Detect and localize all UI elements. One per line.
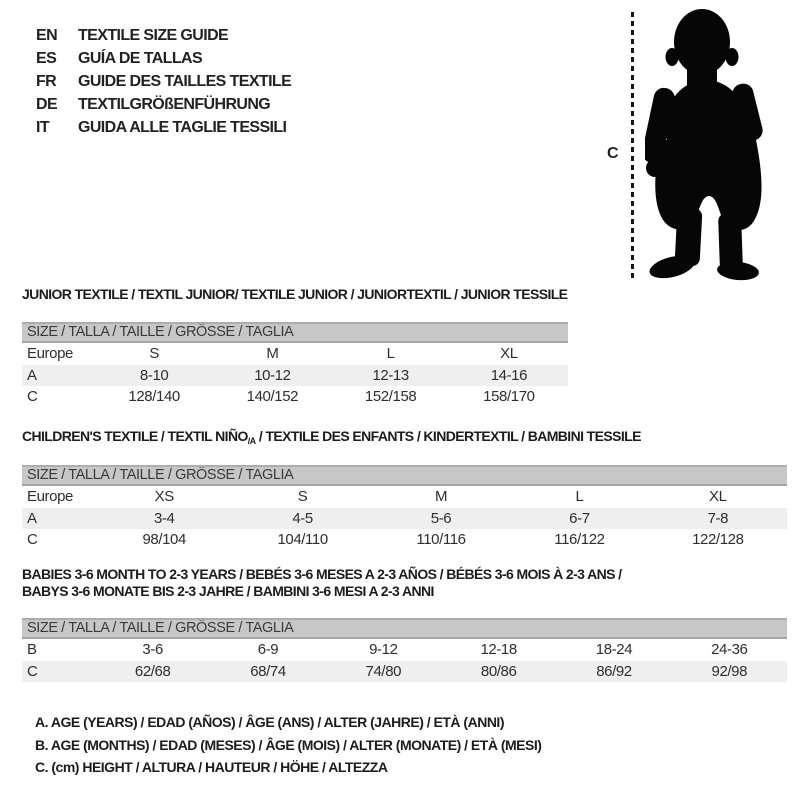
age-cell: 3-4: [153, 509, 175, 527]
guide-title: GUIDE DES TAILLES TEXTILE: [78, 73, 292, 90]
table-row-height: [22, 661, 787, 683]
size-header-bar: SIZE / TALLA / TAILLE / GRÖSSE / TAGLIA: [22, 465, 787, 486]
height-cell: 110/116: [416, 531, 466, 549]
age-cell: 6-7: [569, 509, 590, 527]
table-row-age: [22, 365, 568, 387]
age-cell: 24-36: [711, 641, 748, 659]
height-cell: 140/152: [246, 388, 299, 406]
height-cell: 128/140: [128, 388, 180, 406]
height-cell: 86/92: [596, 662, 632, 680]
age-cell: 5-6: [430, 509, 452, 527]
table-row-europe: [22, 486, 787, 508]
guide-title: GUIDA ALLE TAGLIE TESSILI: [78, 119, 287, 136]
row-label: Europe: [27, 488, 73, 506]
height-measure-label: C: [607, 145, 619, 162]
childrens-textile-section: [22, 428, 787, 551]
size-cell: XL: [500, 345, 518, 363]
legend-a: A. AGE (YEARS) / EDAD (AÑOS) / ÂGE (ANS) / ALTER (JAHRE) / ETÀ (ANNI): [35, 714, 504, 730]
lang-code: ES: [36, 50, 57, 67]
babies-title-line1: BABIES 3-6 MONTH TO 2-3 YEARS / BEBÉS 3-6 MESES A 2-3 AÑOS / BÉBÉS 3-6 MOIS À 2-3 ANS /: [22, 566, 622, 582]
lang-row-es: [36, 47, 291, 70]
childrens-textile-title: [22, 428, 787, 450]
height-cell: 152/158: [364, 388, 417, 406]
babies-title: [22, 566, 787, 600]
language-title-block: [36, 24, 291, 139]
age-cell: 8-10: [139, 366, 169, 384]
height-cell: 122/128: [692, 531, 744, 549]
age-cell: 12-18: [480, 641, 517, 659]
age-cell: 3-6: [142, 641, 163, 659]
height-cell: 104/110: [277, 531, 328, 549]
height-cell: 68/74: [250, 662, 286, 680]
row-label: C: [27, 662, 38, 680]
size-header-bar: SIZE / TALLA / TAILLE / GRÖSSE / TAGLIA: [22, 322, 568, 343]
row-label: A: [27, 509, 37, 527]
age-cell: 12-13: [372, 366, 409, 384]
age-cell: 6-9: [257, 641, 279, 659]
babies-section: [22, 566, 787, 682]
height-cell: 62/68: [134, 662, 171, 680]
babies-title-line2: BABYS 3-6 MONATE BIS 2-3 JAHRE / BAMBINI 3-6 MESI A 2-3 ANNI: [22, 583, 434, 599]
toddler-silhouette-image: [645, 8, 775, 282]
row-label: A: [27, 366, 37, 384]
lang-code: DE: [36, 96, 58, 113]
guide-title: GUÍA DE TALLAS: [78, 50, 203, 67]
title-subscript: /A: [247, 436, 256, 446]
size-cell: L: [575, 488, 584, 506]
size-cell: S: [297, 488, 308, 506]
size-header-bar: SIZE / TALLA / TAILLE / GRÖSSE / TAGLIA: [22, 618, 787, 639]
junior-textile-title: JUNIOR TEXTILE / TEXTIL JUNIOR/ TEXTILE JUNIOR / JUNIORTEXTIL / JUNIOR TESSILE: [22, 286, 568, 302]
legend-block: [35, 711, 541, 779]
age-cell: 14-16: [490, 366, 528, 384]
height-cell: 92/98: [711, 662, 748, 680]
size-cell: XS: [154, 488, 174, 506]
junior-textile-section: [22, 286, 568, 408]
table-row-europe: [22, 343, 568, 365]
lang-code: FR: [36, 73, 57, 90]
table-row-age-months: [22, 639, 787, 661]
height-cell: 158/170: [483, 388, 535, 406]
guide-title: TEXTILE SIZE GUIDE: [78, 27, 229, 44]
legend-b: B. AGE (MONTHS) / EDAD (MESES) / ÂGE (MOIS) / ALTER (MONATE) / ETÀ (MESI): [35, 736, 542, 753]
height-measure-dashed-line: [631, 12, 634, 280]
age-cell: 18-24: [595, 641, 633, 659]
lang-row-it: [36, 116, 291, 139]
row-label: Europe: [27, 345, 73, 363]
size-cell: S: [149, 345, 159, 363]
guide-title: TEXTILGRÖßENFÜHRUNG: [78, 96, 271, 113]
lang-row-de: [36, 93, 291, 116]
size-cell: M: [434, 488, 448, 506]
height-cell: 116/122: [554, 531, 605, 549]
table-row-height: [22, 386, 568, 408]
lang-row-fr: [36, 70, 291, 93]
age-cell: 4-5: [292, 509, 313, 527]
table-row-age: [22, 508, 787, 530]
height-cell: 80/86: [480, 662, 517, 680]
lang-row-en: [36, 24, 291, 47]
title-part: / TEXTILE DES ENFANTS / KINDERTEXTIL / BAMBINI TESSILE: [255, 428, 641, 444]
age-cell: 10-12: [254, 366, 291, 384]
lang-code: EN: [36, 27, 58, 44]
row-label: C: [27, 531, 38, 549]
title-part: CHILDREN'S TEXTILE / TEXTIL NIÑO: [22, 428, 248, 444]
table-row-height: [22, 529, 787, 551]
legend-c: C. (cm) HEIGHT / ALTURA / HAUTEUR / HÖHE / ALTEZZA: [35, 759, 388, 776]
size-cell: XL: [709, 488, 727, 506]
height-cell: 98/104: [142, 531, 186, 549]
size-cell: M: [266, 345, 279, 363]
lang-code: IT: [36, 119, 50, 136]
row-label: B: [27, 641, 37, 659]
row-label: C: [27, 388, 38, 406]
size-cell: L: [386, 345, 395, 363]
height-cell: 74/80: [365, 662, 402, 680]
age-cell: 9-12: [369, 641, 398, 659]
age-cell: 7-8: [707, 509, 729, 527]
